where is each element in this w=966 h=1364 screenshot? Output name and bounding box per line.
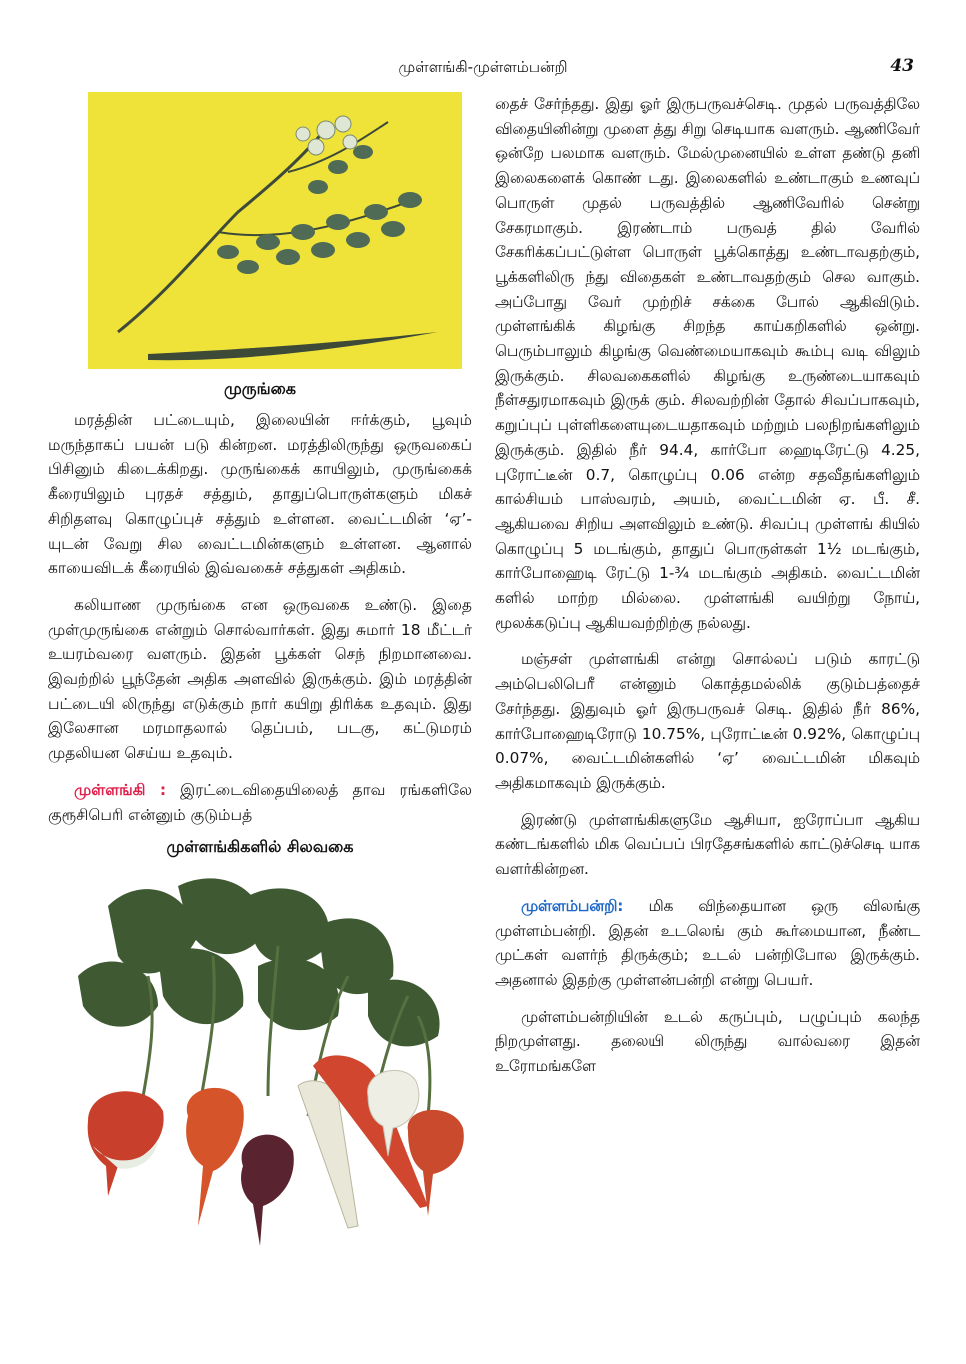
paragraph: [48, 778, 472, 827]
drumstick-plant-icon: [88, 92, 462, 369]
paragraph: முள்ளம்பன்றியின் உடல் கருப்பும், பழுப்பும் கலந்த நிறமுள்ளது. தலையி லிருந்து வால்வரை இதன் உரோமங்களே: [495, 1007, 920, 1076]
drumstick-illustration: [88, 92, 462, 369]
paragraph: மரத்தின் பட்டையும், இலையின் ஈர்க்கும், பூவும் மருந்தாகப் பயன் படு கின்றன. மரத்திலிருந்து ஒருவகைப் பிசினும் கிடைக்கிறது. முருங்கைக் காயிலும், முருங்கைக் கீரையிலும் புரதச் சத்தும், தாதுப்பொருள்களும் மிகச் சிறிதளவு கொழுப்புச் சத்தும் உள்ளன. வைட்டமின் ‘ஏ’-யுடன் வேறு சில வைட்டமின்களும் உள்ளன. ஆனால் காயைவிடக் கீரையில் இவ்வகைச் சத்துகள் அதிகம்.: [48, 411, 472, 578]
paragraph: மஞ்சள் முள்ளங்கி என்று சொல்லப் படும் காரட்டு அம்பெலிபெரீ என்னும் கொத்தமல்லிக் குடும்பத்தைச் சேர்ந்தது. இதுவும் ஓர் இருபருவச் செடி. இதில் நீர் 86%, கார்போஹைடிரோடு 10.75%, புரோட்டீன் 0.92%, கொழுப்பு 0.07%, வைட்டமின்களில் ‘ஏ’ வைட்டமின் மிகவும் அதிகமாகவும் இருக்கும்.: [495, 650, 920, 792]
right-column: [495, 92, 920, 1079]
paragraph-text: இரட்டைவிதையிலைத் தாவ ரங்களிலே குரூசிபெரி என்னும் குடும்பத்: [48, 780, 472, 824]
page-number: 43: [890, 56, 914, 76]
radish-illustration: [48, 866, 472, 1256]
paragraph-text: மிக விந்தையான ஒரு விலங்கு முள்ளம்பன்றி. இதன் உடலெங் கும் கூர்மையான, நீண்ட முட்கள் வளர்ந் திருக்கும்; உடல் பன்றிபோல இருக்கும். அதனால் இதற்கு முள்ளன்பன்றி என்று பெயர்.: [495, 896, 920, 989]
header-title: முள்ளங்கி-முள்ளம்பன்றி: [398, 58, 568, 76]
paragraph: தைச் சேர்ந்தது. இது ஓர் இருபருவச்செடி. முதல் பருவத்திலே விதையினின்று முளை த்து சிறு செடியாக வளரும். ஆணிவேர் ஒன்றே பலமாக வளரும். மேல்முனையில் உள்ள தண்டு தனி இலைகளைக் கொண் டது. இலைகளில் உண்டாகும் உணவுப் பொருள் முதல் பருவத்தில் ஆணிவேரில் சென்று சேகரமாகும். இரண்டாம் பருவத் தில் வேரில் சேகரிக்கப்பட்டுள்ள பொருள் பூக்கொத்து உண்டாவதற்கும், பூக்களிலிரு ந்து விதைகள் உண்டாவதற்கும் செல வாகும். அப்போது வேர் முற்றிச் சக்கை போல் ஆகிவிடும். முள்ளங்கிக் கிழங்கு சிறந்த காய்கறிகளில் ஒன்று. பெரும்பாலும் கிழங்கு வெண்மையாகவும் கூம்பு வடி விலும் இருக்கும். சிலவகைகளில் கிழங்கு உருண்டையாகவும் நீள்சதுரமாகவும் இருக் கும். சிலவற்றின் தோல் சிவப்பாகவும், கறுப்புப் புள்ளிகளையுடையதாகவும் மற்றும் பலநிறங்களிலும் இருக்கும். இதில் நீர் 94.4, கார்போ ஹைடிரேட்டு 4.25, புரோட்டீன் 0.7, கொழுப்பு 0.06 என்ற சதவீதங்களிலும் கால்சியம் பாஸ்வரம், அயம், வைட்டமின் ஏ. பீ. சீ. ஆகியவை சிறிய அளவிலும் உண்டு. சிவப்பு முள்ளங் கியில் கொழுப்பு 5 மடங்கும், தாதுப் பொருள்கள் 1½ மடங்கும், கார்போஹைடி ரேட்டு 1-¾ மடங்கும் அதிகம். வைட்டமின் களில் மாற்ற மில்லை. முள்ளங்கி வயிற்று நோய், மூலக்கடுப்பு ஆகியவற்றிற்கு நல்லது.: [495, 95, 920, 632]
paragraph: இரண்டு முள்ளங்கிகளுமே ஆசியா, ஐரோப்பா ஆகிய கண்டங்களில் மிக வெப்பப் பிரதேசங்களில் காட்டுச்செடி யாக வளர்கின்றன.: [495, 810, 920, 879]
paragraph: [495, 894, 920, 993]
section-title: முள்ளங்கிகளில் சிலவகை: [166, 837, 354, 857]
radish-bunch-icon: [48, 866, 472, 1256]
keyword-radish: முள்ளங்கி :: [74, 780, 167, 799]
paragraph: கலியாண முருங்கை என ஒருவகை உண்டு. இதை முள்முருங்கை என்றும் சொல்வார்கள். இது சுமார் 18 மீட்டர் உயரம்வரை வளரும். இதன் பூக்கள் செந் நிறமானவை. இவற்றில் பூந்தேன் அதிக அளவில் இருக்கும். இம் மரத்தின் பட்டையி லிருந்து எடுக்கும் நார் கயிறு திரிக்க உதவும். இது இலேசான மரமாதலால் தெப்பம், படகு, கட்டுமரம் முதலியன செய்ய உதவும்.: [48, 595, 472, 763]
left-column: [48, 92, 472, 1256]
keyword-porcupine: முள்ளம்பன்றி:: [521, 896, 624, 915]
figure-caption: முருங்கை: [224, 379, 296, 398]
